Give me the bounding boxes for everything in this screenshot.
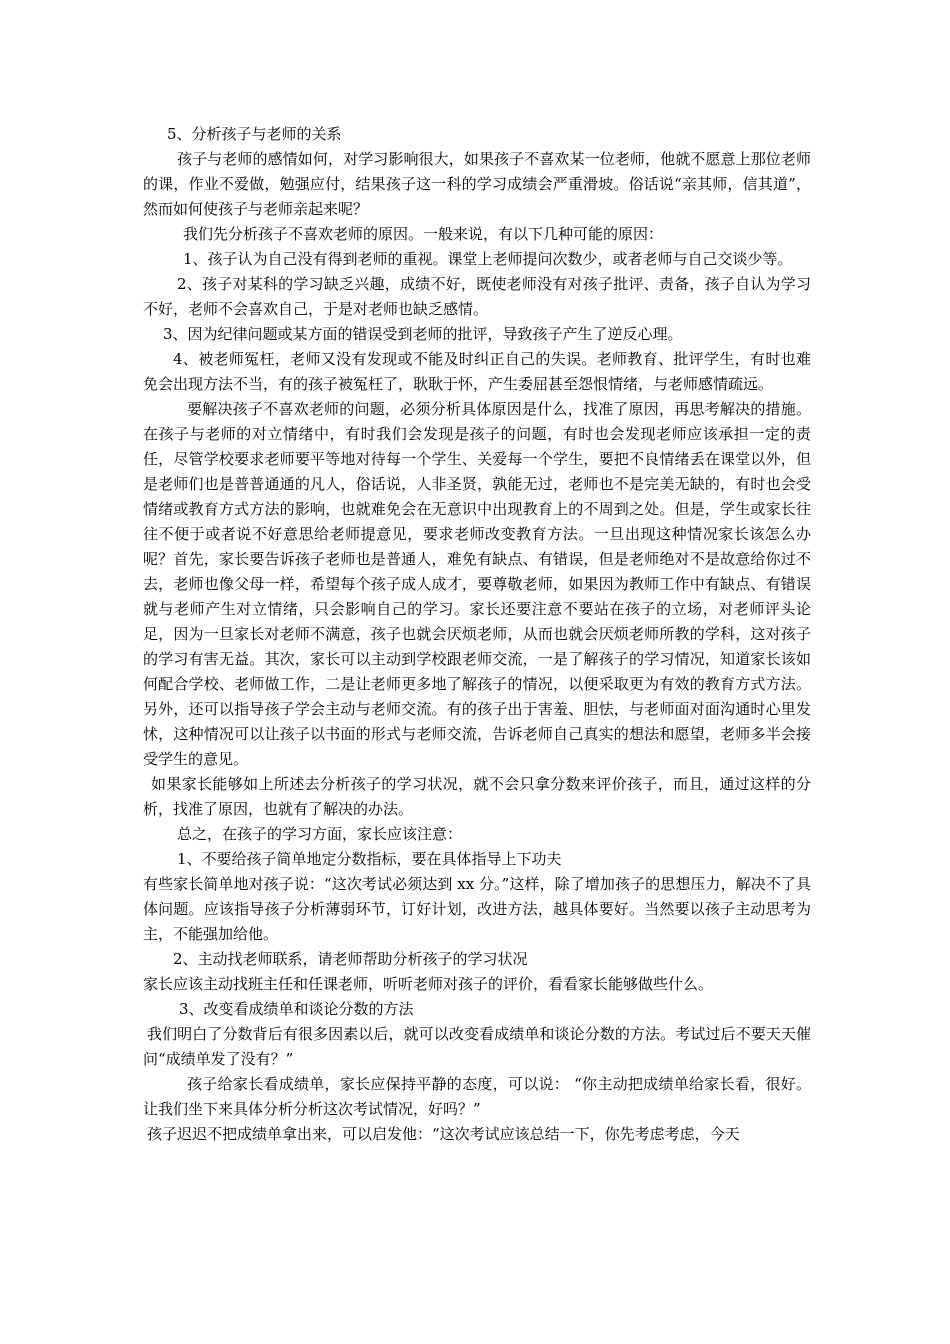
list-item: 4、被老师冤枉，老师又没有发现或不能及时纠正自己的失误。老师教育、批评学生，有时也难免会出现方法不当，有的孩子被冤枉了，耿耿于怀，产生委屈甚至怨恨情绪，与老师感情疏远。 — [143, 350, 811, 393]
paragraph: 孩子迟迟不把成绩单拿出来，可以启发他：“这次考试应该总结一下，你先考虑考虑，今天 — [147, 1125, 740, 1143]
list-item: 2、孩子对某科的学习缺乏兴趣，成绩不好，既使老师没有对孩子批评、责备，孩子自认为学习不好，老师不会喜欢自己，于是对老师也缺乏感情。 — [143, 275, 811, 318]
list-item: 2、主动找老师联系，请老师帮助分析孩子的学习状况 — [173, 950, 528, 968]
paragraph: 我们先分析孩子不喜欢老师的原因。一般来说，有以下几种可能的原因： — [183, 225, 664, 243]
paragraph: 总之，在孩子的学习方面，家长应该注意： — [177, 825, 463, 843]
paragraph: 如果家长能够如上所述去分析孩子的学习状况，就不会只拿分数来评价孩子，而且，通过这样的分析，找准了原因，也就有了解决的办法。 — [143, 775, 811, 818]
list-item: 3、因为纪律问题或某方面的错误受到老师的批评，导致孩子产生了逆反心理。 — [163, 325, 683, 343]
paragraph: 孩子与老师的感情如何，对学习影响很大，如果孩子不喜欢某一位老师，他就不愿意上那位老师的课，作业不爱做，勉强应付，结果孩子这一科的学习成绩会严重滑坡。俗话说“亲其师，信其道”，然而如何使孩子与老师亲起来呢？ — [143, 150, 811, 218]
paragraph: 家长应该主动找班主任和任课老师，听听老师对孩子的评价，看看家长能够做些什么。 — [143, 975, 714, 993]
paragraph: 孩子给家长看成绩单，家长应保持平静的态度，可以说： “你主动把成绩单给家长看，很好。让我们坐下来具体分析分析这次考试情况，好吗？” — [143, 1075, 811, 1118]
section-heading: 5、分析孩子与老师的关系 — [167, 125, 342, 143]
list-item: 3、改变看成绩单和谈论分数的方法 — [179, 1000, 414, 1018]
paragraph: 我们明白了分数背后有很多因素以后，就可以改变看成绩单和谈论分数的方法。考试过后不要天天催问“成绩单发了没有？” — [143, 1025, 811, 1068]
list-item: 1、不要给孩子简单地定分数指标，要在具体指导上下功夫 — [177, 850, 562, 868]
paragraph: 有些家长简单地对孩子说：“这次考试必须达到 xx 分。”这样，除了增加孩子的思想压力，解决不了具体问题。应该指导孩子分析薄弱环节，订好计划，改进方法，越具体要好。当然要以孩子主动思考为主，不能强加给他。 — [143, 875, 811, 943]
paragraph: 要解决孩子不喜欢老师的问题，必须分析具体原因是什么，找准了原因，再思考解决的措施。在孩子与老师的对立情绪中，有时我们会发现是孩子的问题，有时也会发现老师应该承担一定的责任，尽管学校要求老师要平等地对待每一个学生、关爱每一个学生，要把不良情绪丢在课堂以外，但是老师们也是普普通通的凡人，俗话说，人非圣贤，孰能无过，老师也不是完美无缺的，有时也会受情绪或教育方式方法的影响，也就难免会在无意识中出现教育上的不周到之处。但是，学生或家长往往不便于或者说不好意思给老师提意见，要求老师改变教育方法。一旦出现这种情况家长该怎么办呢？首先，家长要告诉孩子老师也是普通人，难免有缺点、有错误，但是老师绝对不是故意给你过不去，老师也像父母一样，希望每个孩子成人成才，要尊敬老师，如果因为教师工作中有缺点、有错误就与老师产生对立情绪，只会影响自己的学习。家长还要注意不要站在孩子的立场，对老师评头论足，因为一旦家长对老师不满意，孩子也就会厌烦老师，从而也就会厌烦老师所教的学科，这对孩子的学习有害无益。其次，家长可以主动到学校跟老师交流，一是了解孩子的学习情况，知道家长该如何配合学校、老师做工作，二是让老师更多地了解孩子的情况，以便采取更为有效的教育方式方法。另外，还可以指导孩子学会主动与老师交流。有的孩子出于害羞、胆怯，与老师面对面沟通时心里发怵，这种情况可以让孩子以书面的形式与老师交流，告诉老师自己真实的想法和愿望，老师多半会接受学生的意见。 — [143, 400, 811, 768]
list-item: 1、孩子认为自己没有得到老师的重视。课堂上老师提问次数少，或者老师与自己交谈少等。 — [183, 250, 793, 268]
document-page — [143, 122, 811, 1147]
